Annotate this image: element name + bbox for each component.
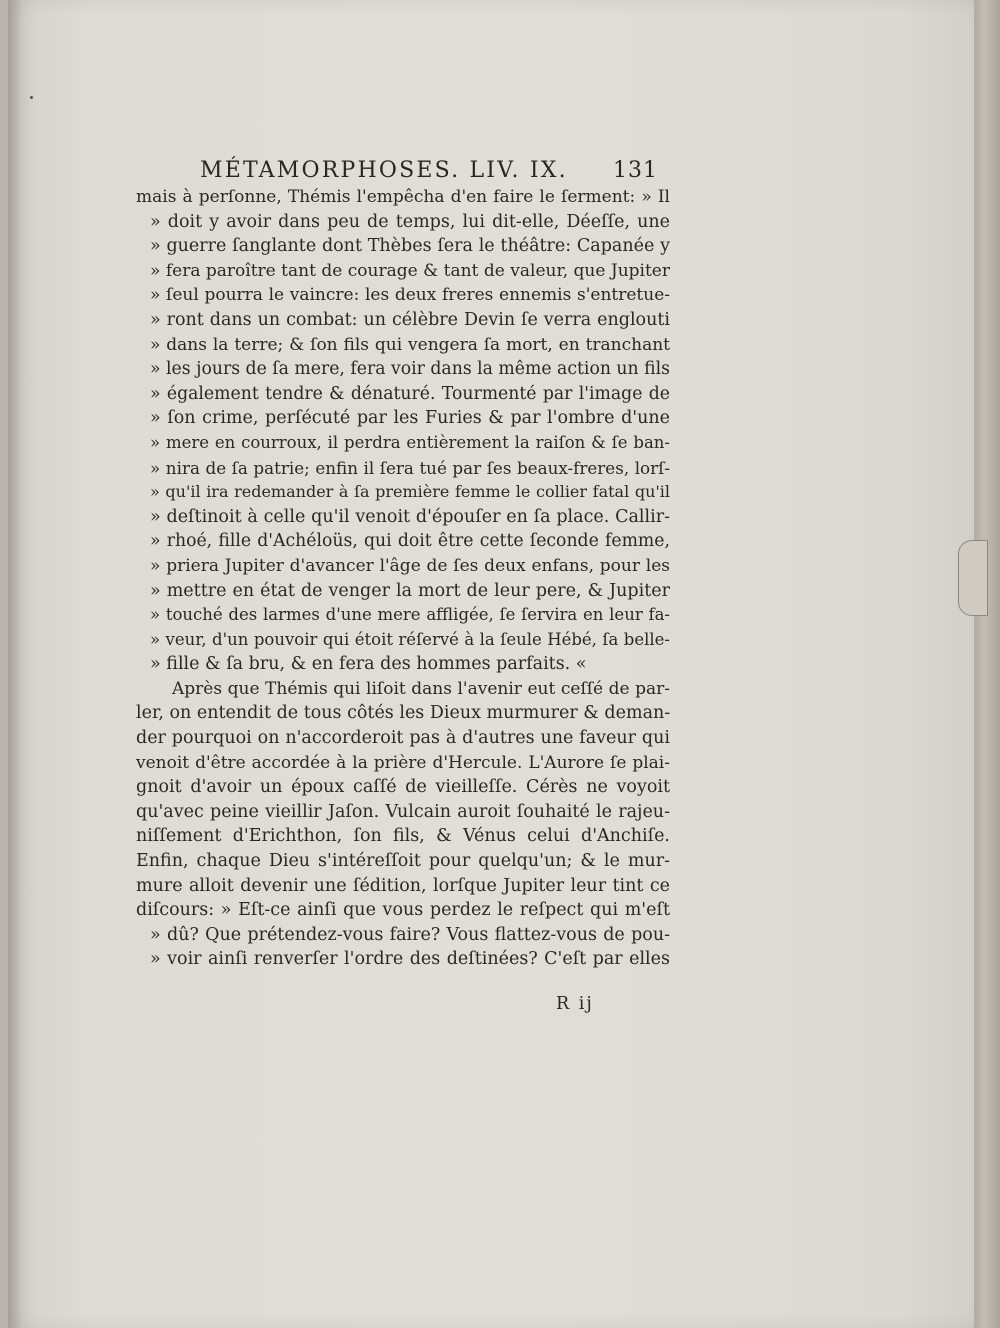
text-line: » fera paroître tant de courage & tant de valeur, que Jupiter [150, 260, 670, 281]
text-line: gnoit d'avoir un époux caſſé de vieilleſſe. Cérès ne voyoit [136, 777, 670, 798]
text-line: ler, on entendit de tous côtés les Dieux murmurer & deman- [136, 703, 670, 724]
text-line: venoit d'être accordée à la prière d'Hercule. L'Aurore ſe plai- [136, 752, 670, 773]
text-line: » mettre en état de venger la mort de leur pere, & Jupiter [150, 580, 670, 601]
speck [30, 96, 33, 99]
text-line: » ront dans un combat: un célèbre Devin ſe verra englouti [150, 309, 670, 330]
text-line: » touché des larmes d'une mere affligée, ſe ſervira en leur fa- [150, 605, 670, 625]
text-line: » priera Jupiter d'avancer l'âge de ſes deux enfans, pour les [150, 555, 670, 576]
text-line: » fille & ſa bru, & en fera des hommes parfaits. « [150, 654, 587, 675]
text-line: » les jours de ſa mere, fera voir dans la même action un fils [150, 359, 670, 380]
gutter-shadow [8, 0, 22, 1328]
text-line: » deſtinoit à celle qu'il venoit d'épouſer en ſa place. Callir- [150, 506, 670, 527]
page-number: 131 [613, 158, 658, 183]
text-line: » dû? Que prétendez-vous faire? Vous flattez-vous de pou- [150, 924, 670, 945]
page-tab [958, 540, 988, 616]
text-line: der pourquoi on n'accorderoit pas à d'autres une faveur qui [136, 728, 670, 749]
text-line: » doit y avoir dans peu de temps, lui dit-elle, Déeſſe, une [150, 211, 670, 232]
text-line: mais à perſonne, Thémis l'empêcha d'en faire le ſerment: » Il [136, 187, 670, 207]
text-line: Enfin, chaque Dieu s'intéreſſoit pour quelqu'un; & le mur- [136, 851, 670, 872]
text-line: » qu'il ira redemander à ſa première femme le collier fatal qu'il [150, 482, 670, 502]
text-line: niſſement d'Erichthon, ſon fils, & Vénus celui d'Anchiſe. [136, 826, 670, 847]
text-line: » nira de ſa patrie; enfin il ſera tué par ſes beaux-freres, lorſ- [150, 457, 670, 478]
text-line: qu'avec peine vieillir Jaſon. Vulcain auroit ſouhaité le rajeu- [136, 801, 670, 822]
signature-mark: R ij [556, 994, 594, 1014]
text-line: » guerre ſanglante dont Thèbes ſera le théâtre: Capanée y [150, 236, 670, 257]
text-line: mure alloit devenir une ſédition, lorſque Jupiter leur tint ce [136, 875, 670, 896]
text-line: Après que Thémis qui liſoit dans l'avenir eut ceſſé de par- [172, 678, 670, 699]
text-line: » également tendre & dénaturé. Tourmenté par l'image de [150, 383, 670, 404]
text-line: » dans la terre; & ſon fils qui vengera ſa mort, en tranchant [150, 334, 670, 355]
text-line: » ſeul pourra le vaincre: les deux freres ennemis s'entretue- [150, 285, 670, 306]
text-line: » rhoé, fille d'Achéloüs, qui doit être cette ſeconde femme, [150, 531, 670, 552]
text-line: » veur, d'un pouvoir qui étoit réſervé à la ſeule Hébé, ſa belle- [150, 629, 670, 649]
text-line: diſcours: » Eſt-ce ainſi que vous perdez le reſpect qui m'eſt [136, 900, 670, 921]
text-line: » voir ainſi renverſer l'ordre des deſtinées? C'eſt par elles [150, 949, 670, 970]
text-line: » ſon crime, perſécuté par les Furies & par l'ombre d'une [150, 408, 670, 429]
body-text [136, 185, 670, 972]
running-title: MÉTAMORPHOSES. LIV. IX. [200, 158, 568, 183]
text-line: » mere en courroux, il perdra entièrement la raiſon & ſe ban- [150, 432, 670, 452]
page-edge [974, 0, 1000, 1328]
